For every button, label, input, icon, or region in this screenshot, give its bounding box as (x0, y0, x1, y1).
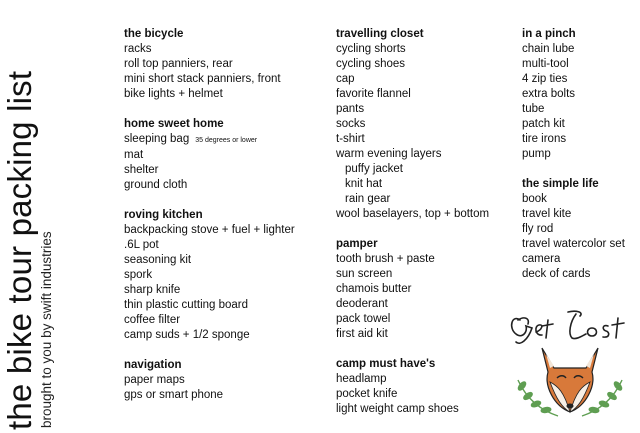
list-item-text: thin plastic cutting board (124, 299, 249, 311)
list-item (522, 252, 640, 267)
section-title: camp must have's (336, 358, 436, 370)
list-item (124, 268, 324, 283)
list-item-text: bike lights + helmet (124, 88, 223, 100)
page-title-block (2, 71, 56, 430)
list-item-text: pack towel (336, 313, 391, 325)
list-item-text: .6L pot (124, 239, 159, 251)
list-item-text: sun screen (336, 268, 393, 280)
list-item-text: chamois butter (336, 283, 412, 295)
list-item (336, 252, 516, 267)
list-item (124, 223, 324, 238)
list-item (124, 253, 324, 268)
list-item-text: sharp knife (124, 284, 181, 296)
list-item (522, 87, 640, 102)
list-item (522, 237, 640, 252)
list-item (124, 298, 324, 313)
section-home-sweet-home (124, 117, 324, 193)
list-item-text: sleeping bag (124, 133, 190, 145)
list-item-note: 35 degrees or lower (195, 137, 258, 144)
list-item (124, 313, 324, 328)
list-item (124, 238, 324, 253)
list-item-text: puffy jacket (345, 163, 403, 175)
list-item (336, 192, 516, 207)
list-item (336, 372, 516, 387)
list-item-text: pants (336, 103, 365, 115)
list-item (522, 117, 640, 132)
list-item-text: tube (522, 103, 545, 115)
list-item (336, 207, 516, 222)
list-item-text: warm evening layers (336, 148, 442, 160)
list-item-text: patch kit (522, 118, 565, 130)
section-title: home sweet home (124, 118, 224, 130)
list-item (124, 283, 324, 298)
list-item-text: ground cloth (124, 179, 188, 191)
list-column-1 (124, 27, 324, 418)
list-item (124, 148, 324, 163)
section-travelling-closet (336, 27, 516, 222)
list-item-text: chain lube (522, 43, 575, 55)
list-item-text: t-shirt (336, 133, 365, 145)
get-lost-lettering (512, 311, 624, 343)
list-item-text: deoderant (336, 298, 388, 310)
list-item (336, 282, 516, 297)
list-item-text: mat (124, 149, 144, 161)
list-item-text: cycling shoes (336, 58, 406, 70)
list-item-text: paper maps (124, 374, 185, 386)
list-item (336, 117, 516, 132)
section-title: travelling closet (336, 28, 424, 40)
list-item-text: seasoning kit (124, 254, 192, 266)
list-item (336, 177, 516, 192)
section-the-bicycle (124, 27, 324, 102)
list-item (336, 267, 516, 282)
list-item-text: tooth brush + paste (336, 253, 435, 265)
list-item (124, 178, 324, 193)
section-title: in a pinch (522, 28, 576, 40)
list-item-text: spork (124, 269, 153, 281)
list-item-text: racks (124, 43, 152, 55)
list-item (124, 163, 324, 178)
section-title: roving kitchen (124, 209, 203, 221)
list-item-text: tire irons (522, 133, 567, 145)
list-item-text: shelter (124, 164, 159, 176)
list-item (124, 87, 324, 102)
list-item-text: camp suds + 1/2 sponge (124, 329, 250, 341)
list-item-text: gps or smart phone (124, 389, 224, 401)
list-item (336, 147, 516, 162)
list-item (336, 57, 516, 72)
list-item-text: extra bolts (522, 88, 576, 100)
section-pamper (336, 237, 516, 342)
list-item (522, 147, 640, 162)
list-item-text: pocket knife (336, 388, 398, 400)
list-item-text: favorite flannel (336, 88, 411, 100)
list-item (522, 192, 640, 207)
list-item (336, 327, 516, 342)
list-item-text: pump (522, 148, 551, 160)
list-item-text: knit hat (345, 178, 383, 190)
list-item-text: coffee filter (124, 314, 181, 326)
list-item-text: rain gear (345, 193, 391, 205)
list-item-text: camera (522, 253, 561, 265)
list-item (124, 132, 324, 148)
section-title: navigation (124, 359, 182, 371)
section-title: pamper (336, 238, 378, 250)
list-item (522, 267, 640, 282)
list-item (124, 373, 324, 388)
list-item (522, 207, 640, 222)
list-item (522, 57, 640, 72)
section-the-simple-life (522, 177, 640, 282)
list-item-text: book (522, 193, 547, 205)
list-item (522, 102, 640, 117)
list-item (336, 132, 516, 147)
list-column-3 (522, 27, 640, 297)
list-item (522, 222, 640, 237)
list-item-text: cycling shorts (336, 43, 406, 55)
list-item (522, 72, 640, 87)
section-camp-must-have-s (336, 357, 516, 417)
list-item (336, 297, 516, 312)
list-column-2 (336, 27, 516, 432)
list-item-text: socks (336, 118, 366, 130)
list-item-text: light weight camp shoes (336, 403, 459, 415)
list-item (522, 42, 640, 57)
list-item (336, 312, 516, 327)
list-item-text: wool baselayers, top + bottom (336, 208, 490, 220)
list-item-text: travel kite (522, 208, 572, 220)
list-item (124, 388, 324, 403)
list-item (336, 402, 516, 417)
list-item (522, 132, 640, 147)
list-item (336, 42, 516, 57)
page-subtitle: brought to you by swift industries (39, 231, 54, 428)
section-title: the bicycle (124, 28, 184, 40)
section-roving-kitchen (124, 208, 324, 343)
list-item-text: travel watercolor set (522, 238, 625, 250)
list-item (124, 57, 324, 72)
section-title: the simple life (522, 178, 599, 190)
list-item-text: cap (336, 73, 355, 85)
list-item-text: fly rod (522, 223, 554, 235)
list-item (336, 87, 516, 102)
fox-icon (542, 348, 598, 412)
get-lost-fox-illustration (506, 306, 634, 428)
list-item (124, 42, 324, 57)
list-item (336, 102, 516, 117)
page-title: the bike tour packing list (1, 70, 38, 430)
list-item-text: backpacking stove + fuel + lighter (124, 224, 295, 236)
list-item-text: 4 zip ties (522, 73, 568, 85)
list-item-text: roll top panniers, rear (124, 58, 233, 70)
list-item (336, 387, 516, 402)
list-item-text: multi-tool (522, 58, 569, 70)
list-item (336, 72, 516, 87)
list-item-text: headlamp (336, 373, 387, 385)
list-item-text: first aid kit (336, 328, 388, 340)
list-item (124, 72, 324, 87)
list-item-text: mini short stack panniers, front (124, 73, 281, 85)
section-navigation (124, 358, 324, 403)
list-item (124, 328, 324, 343)
list-item-text: deck of cards (522, 268, 591, 280)
section-in-a-pinch (522, 27, 640, 162)
list-item (336, 162, 516, 177)
